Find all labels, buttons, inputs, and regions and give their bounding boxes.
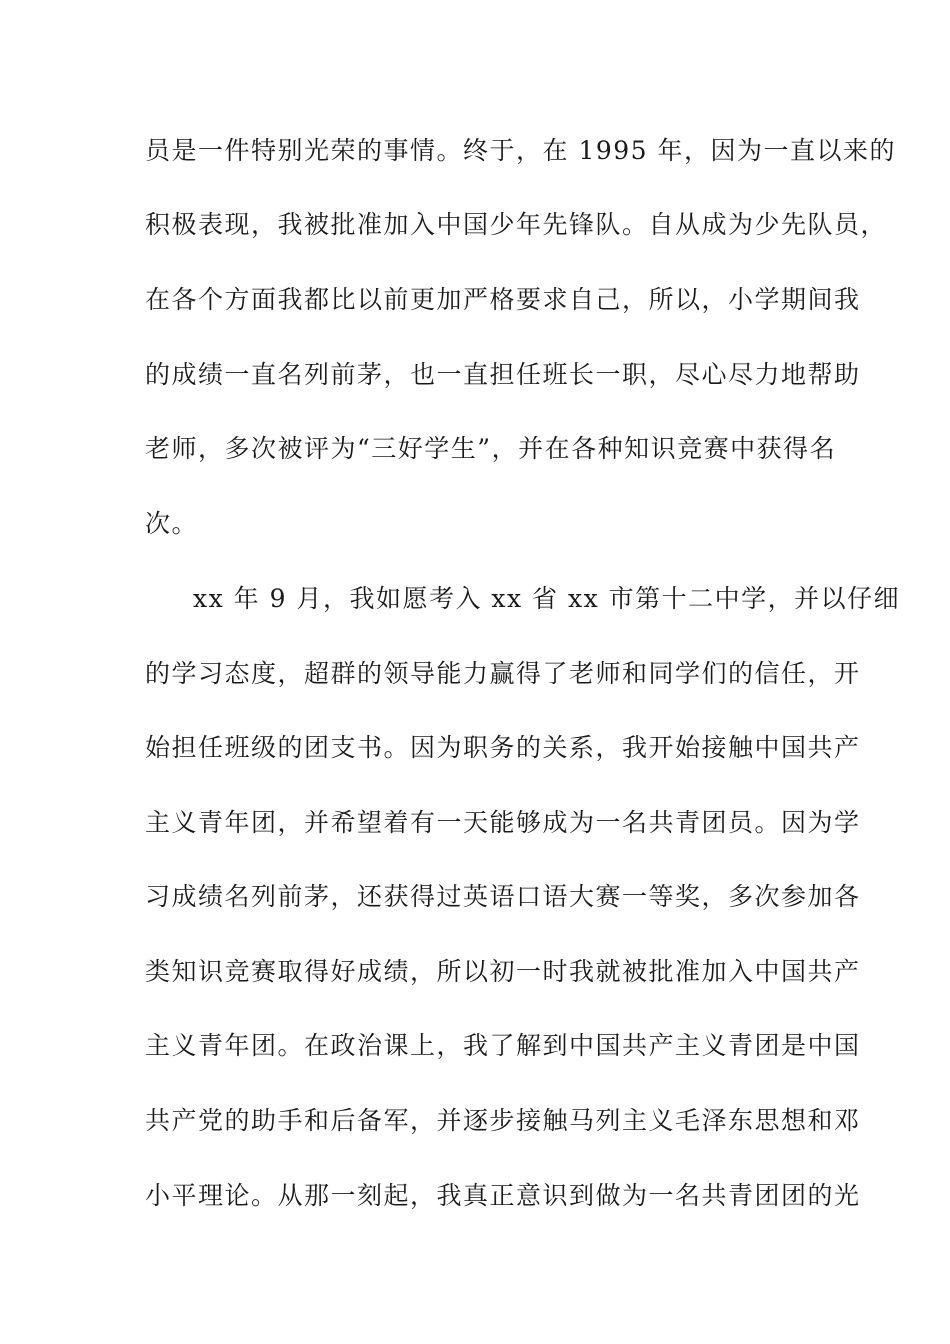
text-line: xx 年 9 月，我如愿考入 xx 省 xx 市第十二中学，并以仔细 — [193, 584, 901, 613]
text-line: 的成绩一直名列前茅，也一直担任班长一职，尽心尽力地帮助 — [145, 360, 861, 389]
text-line: 始担任班级的团支书。因为职务的关系，我开始接触中国共产 — [145, 733, 861, 762]
text-line: 主义青年团，并希望着有一天能够成为一名共青团员。因为学 — [145, 808, 861, 837]
text-line: 积极表现，我被批准加入中国少年先锋队。自从成为少先队员， — [145, 210, 888, 239]
text-line: 员是一件特别光荣的事情。终于，在 1995 年，因为一直以来的 — [145, 136, 897, 165]
text-line: 主义青年团。在政治课上，我了解到中国共产主义青团是中国 — [145, 1031, 861, 1060]
text-line: 习成绩名列前茅，还获得过英语口语大赛一等奖，多次参加各 — [145, 882, 861, 911]
text-line: 小平理论。从那一刻起，我真正意识到做为一名共青团团的光 — [145, 1181, 861, 1210]
text-line: 在各个方面我都比以前更加严格要求自己，所以，小学期间我 — [145, 285, 861, 314]
text-line: 类知识竞赛取得好成绩，所以初一时我就被批准加入中国共产 — [145, 957, 861, 986]
text-line: 的学习态度，超群的领导能力赢得了老师和同学们的信任，开 — [145, 659, 861, 688]
text-line: 共产党的助手和后备军，并逐步接触马列主义毛泽东思想和邓 — [145, 1106, 861, 1135]
text-line: 次。 — [145, 509, 199, 538]
text-line: 老师，多次被评为“三好学生”，并在各种知识竞赛中获得名 — [145, 434, 837, 463]
